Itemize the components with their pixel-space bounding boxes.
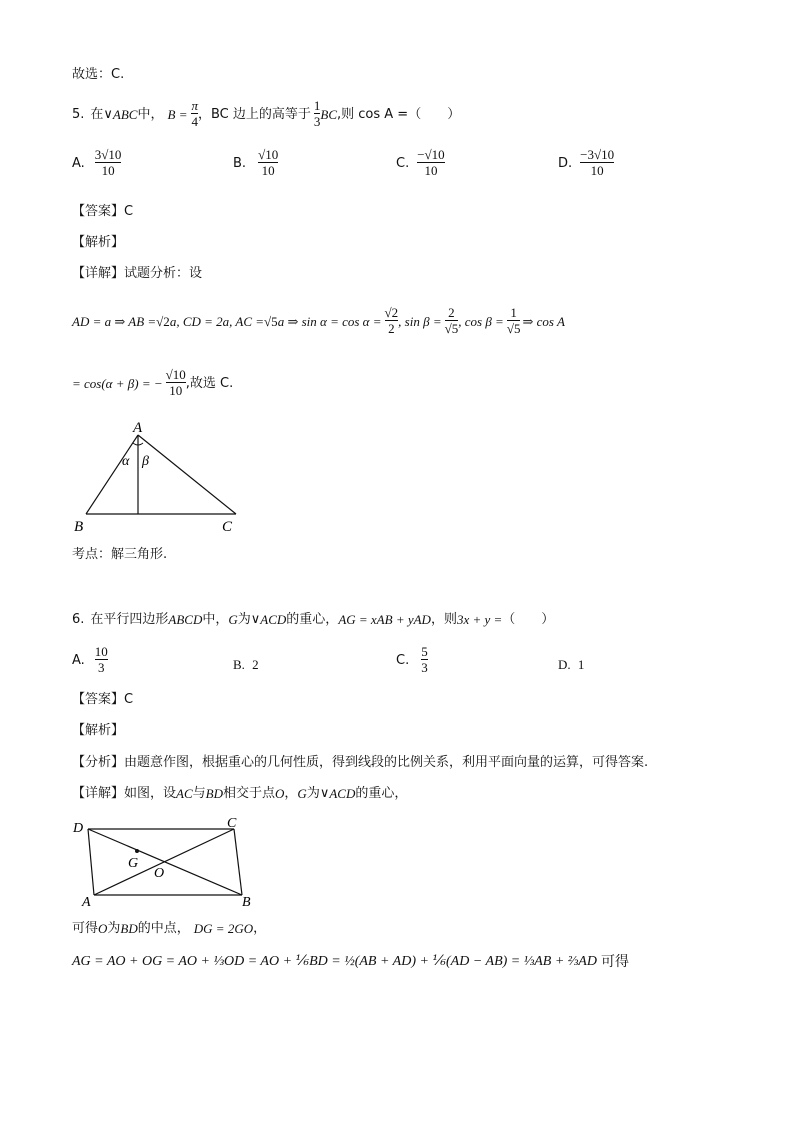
q6-expression: 3x + y = [456, 612, 503, 627]
q6-kede-c: 的中点， [137, 921, 190, 936]
q5-option-c-label: C. [396, 155, 410, 171]
q5-kaodian: 考点：解三角形. [72, 547, 168, 562]
q6-detail-e: 的重心， [355, 786, 408, 801]
q6-kede-b: 为 [107, 921, 121, 936]
q5-line1-e: a ⇒ sin α = cos α = [277, 313, 382, 329]
q6-option-b [233, 658, 259, 671]
q5-frac-2b: 2 [448, 305, 455, 320]
q6-option-a-label: A. [72, 652, 85, 668]
q5-option-c-num: −√10 [417, 147, 445, 162]
q6-o: O [275, 786, 285, 801]
q5-line1-g: , cos β = [458, 313, 504, 329]
q5-line2-frac [166, 368, 186, 399]
q6-stem-f: （ ） [502, 612, 555, 627]
q6-option-c [396, 645, 428, 676]
q5-label-beta: β [142, 454, 149, 469]
q6-abcd: ABCD [168, 612, 203, 627]
q6-final-expression: AG = AO + OG = AO + ⅓OD = AO + ⅙BD = ½(AB + AD) + ⅙(AD − AB) = ⅓AB + ⅔AD [72, 954, 597, 969]
q5-triangle-figure [70, 418, 250, 540]
q5-label-b: B [74, 519, 84, 535]
q5-option-a-label: A. [72, 155, 85, 171]
q6-stem-e: ，则 [430, 612, 457, 627]
q5-option-b-frac [258, 148, 278, 179]
q6-parallelogram-figure [70, 815, 260, 907]
q6-dg: DG = 2GO [193, 921, 254, 936]
q5-b-eq: B = [167, 106, 188, 122]
q5-option-c [396, 148, 445, 179]
q5-label-alpha: α [122, 454, 130, 469]
q6-option-b-label: B. [233, 657, 245, 672]
q6-final-tail: 可得 [600, 954, 629, 970]
q6-bd: BD [205, 786, 223, 801]
q5-line2-den: 10 [166, 382, 186, 398]
q5-number: 5. [72, 106, 85, 122]
q5-line1-sqrt2: √2 [156, 313, 170, 329]
q6-o2: O [98, 921, 108, 936]
q6-kede [72, 922, 266, 935]
q5-line2-a: = cos(α + β) = − [72, 375, 163, 391]
q5-derivation-line1 [72, 306, 565, 337]
q5-frac-sqrt2: √2 [384, 305, 399, 320]
previous-conclusion: 故选：C. [72, 67, 125, 82]
q6-final-line [72, 955, 629, 969]
q6-option-c-frac [421, 645, 428, 676]
q5-frac-sqrt2-2 [385, 306, 399, 337]
q6-option-c-label: C. [396, 652, 410, 668]
q5-derivation-line2 [72, 368, 233, 399]
q6-option-d-value: 1 [577, 657, 585, 672]
q6-detail-b: 相交于点 [223, 786, 276, 801]
q6-option-a-num: 10 [94, 644, 108, 659]
q5-frac-sqrt5b: √5 [506, 321, 521, 337]
q6-stem [72, 613, 554, 626]
q6-label-b: B [242, 895, 251, 907]
q6-g: G [228, 612, 238, 627]
q6-label-d: D [73, 821, 84, 836]
q5-line2-num: √10 [165, 367, 186, 382]
q5-option-d-num: −3√10 [580, 147, 615, 162]
q5-option-c-den: 10 [417, 162, 444, 178]
q6-kede-a: 可得 [72, 921, 99, 936]
q6-detail-d: 为∨ [306, 786, 330, 801]
q5-frac-sqrt5: √5 [444, 321, 459, 337]
q5-analysis-head: 【解析】 [72, 235, 125, 250]
q6-detail-c: ， [284, 786, 298, 801]
q6-number: 6. [72, 612, 85, 627]
q6-g2: G [297, 786, 307, 801]
q6-label-a: A [82, 895, 91, 907]
q6-option-a-frac [95, 645, 108, 676]
q6-label-c: C [227, 816, 237, 831]
q5-stem-pre: 在∨ [90, 106, 113, 122]
q5-label-a: A [133, 420, 143, 436]
q5-line1-f: , sin β = [398, 313, 442, 329]
q5-one: 1 [313, 98, 321, 113]
q5-three: 3 [313, 114, 321, 130]
q5-frac-1: 1 [510, 305, 517, 320]
q5-answer: 【答案】C [72, 204, 134, 219]
q5-frac-2: 2 [385, 320, 399, 336]
q6-option-a [72, 645, 108, 676]
q5-option-b-den: 10 [258, 162, 278, 178]
q5-four: 4 [191, 114, 198, 130]
q6-bd2: BD [120, 921, 138, 936]
q5-option-d-label: D. [558, 155, 573, 171]
q5-option-b-num: √10 [258, 147, 279, 162]
q5-line1-a: AD = a ⇒ AB = [72, 313, 157, 329]
q5-frac-2-sqrt5 [445, 306, 459, 337]
q5-line1-sqrt5: √5 [264, 313, 278, 329]
q5-detail-head: 【详解】试题分析：设 [72, 266, 203, 281]
q6-stem-c: 为∨ [237, 612, 261, 627]
q6-side-cb [234, 829, 242, 895]
q5-tail: ,则 cos A =（ ） [337, 106, 461, 122]
q6-diagonal-bd [88, 829, 242, 895]
q5-option-a [72, 148, 121, 179]
q6-yu: 与 [192, 786, 206, 801]
q5-option-d [558, 148, 614, 179]
q5-bc-text: ，BC 边上的高等于 [197, 106, 311, 122]
q6-analysis-head: 【解析】 [72, 723, 125, 738]
q6-answer: 【答案】C [72, 692, 134, 707]
q6-vector-equation: AG = xAB + yAD [338, 612, 431, 627]
q6-ac: AC [176, 786, 193, 801]
q5-stem [72, 99, 460, 130]
q6-label-g: G [128, 856, 139, 871]
q6-stem-d: 的重心， [286, 612, 339, 627]
q6-option-d [558, 658, 584, 671]
q6-option-c-num: 5 [421, 644, 428, 659]
q6-option-a-den: 3 [95, 659, 108, 675]
q5-option-c-frac [417, 148, 444, 179]
q6-detail-a: 【详解】如图，设 [72, 786, 177, 801]
q6-fenxi: 【分析】由题意作图，根据重心的几何性质，得到线段的比例关系，利用平面向量的运算，可得答案. [72, 755, 649, 770]
q6-side-da [88, 829, 94, 895]
q5-option-a-frac [95, 148, 122, 179]
q5-stem-mid: 中， [137, 106, 164, 122]
q5-line1-c: a, CD = 2a, AC = [169, 313, 265, 329]
q6-point-g [135, 849, 139, 853]
q6-kede-d: ， [253, 921, 267, 936]
q5-frac-1-sqrt5 [507, 306, 521, 337]
q6-acd2: ACD [329, 786, 356, 801]
q6-acd: ACD [260, 612, 287, 627]
q5-triangle: ABC [112, 106, 138, 122]
q5-option-b [233, 148, 278, 179]
q5-option-d-den: 10 [580, 162, 614, 178]
q6-option-c-den: 3 [421, 660, 428, 676]
q5-option-d-frac [580, 148, 614, 179]
q5-line1-h: ⇒ cos A [522, 313, 565, 329]
q6-stem-a: 在平行四边形 [90, 612, 169, 627]
q6-stem-b: 中， [202, 612, 229, 627]
q5-side-ac [138, 435, 236, 514]
q6-option-b-value: 2 [252, 657, 259, 672]
q5-option-a-den: 10 [95, 162, 122, 178]
q5-label-c: C [222, 519, 233, 535]
q5-line2-b: ,故选 C. [185, 375, 234, 391]
q5-pi: π [191, 98, 198, 113]
q6-option-d-label: D. [558, 657, 571, 672]
q6-detail [72, 787, 407, 800]
q5-option-a-num: 3√10 [94, 147, 122, 162]
q5-side-ab [86, 435, 138, 514]
q5-option-b-label: B. [233, 155, 247, 171]
q5-bc2: BC [320, 106, 338, 122]
q6-label-o: O [154, 866, 165, 881]
